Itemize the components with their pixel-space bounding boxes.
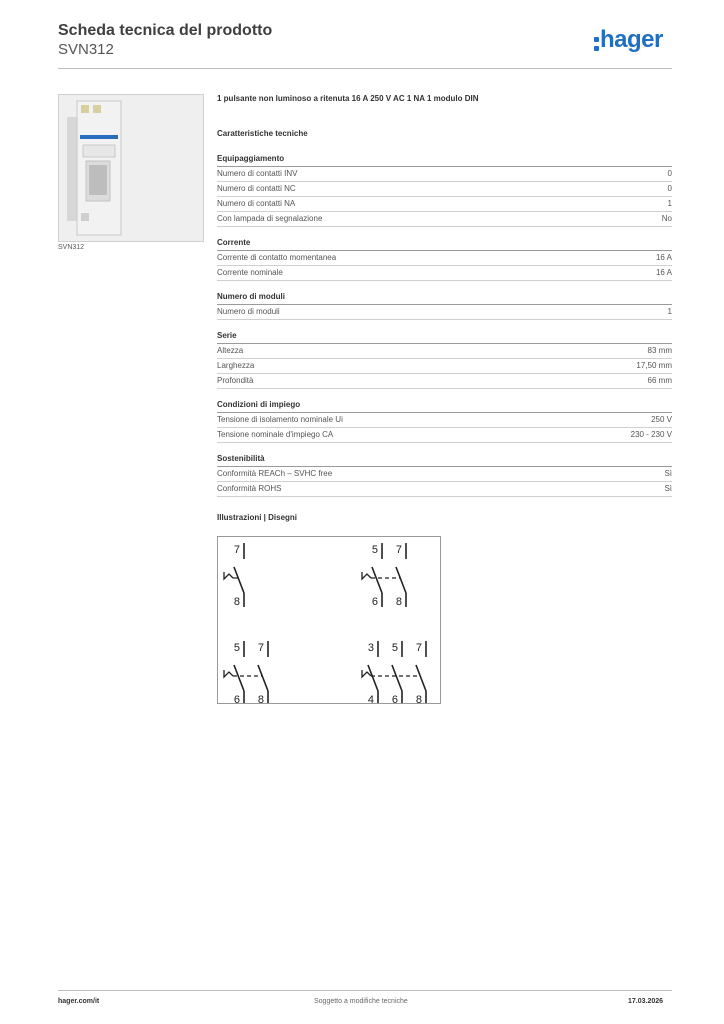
contact-blade <box>234 665 244 691</box>
terminal-label: 6 <box>391 694 398 703</box>
push-actuator-icon <box>224 670 233 677</box>
spec-row <box>217 251 672 266</box>
spec-label: Numero di contatti NA <box>217 199 296 208</box>
spec-value: 230 - 230 V <box>630 430 672 439</box>
contact-blade <box>416 665 426 691</box>
product-image <box>58 94 204 242</box>
product-description: 1 pulsante non luminoso a ritenuta 16 A 250 V AC 1 NA 1 modulo DIN <box>217 94 479 103</box>
spec-section-title: Sostenibilità <box>217 452 672 467</box>
spec-value: Sì <box>664 484 672 493</box>
spec-content <box>217 94 672 522</box>
push-actuator-icon <box>224 572 233 579</box>
terminal-label: 8 <box>257 694 264 703</box>
spec-value: 17,50 mm <box>636 361 672 370</box>
terminal-label: 7 <box>257 642 264 654</box>
spec-section <box>217 452 672 497</box>
terminal-label: 3 <box>367 642 374 654</box>
spec-section-title: Serie <box>217 329 672 344</box>
spec-label: Numero di moduli <box>217 307 280 316</box>
spec-row <box>217 482 672 497</box>
spec-section-title: Corrente <box>217 236 672 251</box>
terminal-label: 5 <box>371 544 378 556</box>
spec-label: Numero di contatti INV <box>217 169 298 178</box>
illustrations-title: Illustrazioni | Disegni <box>217 513 298 522</box>
spec-section <box>217 152 672 227</box>
tech-characteristics-title: Caratteristiche tecniche <box>217 129 308 138</box>
push-actuator-icon <box>362 572 371 579</box>
spec-label: Conformità ROHS <box>217 484 282 493</box>
spec-row <box>217 305 672 320</box>
spec-value: 250 V <box>651 415 672 424</box>
contact-blade <box>392 665 402 691</box>
terminal-label: 8 <box>233 596 240 608</box>
footer-website[interactable]: hager.com/it <box>58 998 100 1005</box>
spec-value: 16 A <box>655 268 672 277</box>
spec-value: No <box>661 214 672 223</box>
spec-section <box>217 290 672 320</box>
spec-value: 0 <box>667 184 672 193</box>
spec-value: 83 mm <box>647 346 672 355</box>
spec-row <box>217 428 672 443</box>
spec-row <box>217 167 672 182</box>
footer-divider <box>58 990 672 991</box>
terminal-label: 5 <box>233 642 240 654</box>
product-image-caption: SVN312 <box>58 244 85 251</box>
spec-section-title: Equipaggiamento <box>217 152 672 167</box>
contact-blade <box>396 567 406 593</box>
terminal-label: 7 <box>233 544 240 556</box>
spec-section-title: Numero di moduli <box>217 290 672 305</box>
spec-label: Altezza <box>217 346 244 355</box>
spec-row <box>217 359 672 374</box>
footer-date: 17.03.2026 <box>628 998 664 1005</box>
spec-value: 1 <box>667 199 672 208</box>
spec-value: 66 mm <box>647 376 672 385</box>
spec-label: Conformità REACh – SVHC free <box>217 469 333 478</box>
spec-value: 16 A <box>655 253 672 262</box>
spec-label: Profondità <box>217 376 254 385</box>
header-divider <box>58 68 672 69</box>
spec-label: Corrente di contatto momentanea <box>217 253 337 262</box>
spec-row <box>217 374 672 389</box>
spec-value: Sì <box>664 469 672 478</box>
spec-section <box>217 398 672 443</box>
spec-label: Larghezza <box>217 361 255 370</box>
terminal-label: 8 <box>415 694 422 703</box>
spec-label: Con lampada di segnalazione <box>217 214 323 223</box>
spec-section <box>217 329 672 389</box>
spec-row <box>217 266 672 281</box>
spec-value: 1 <box>667 307 672 316</box>
contact-blade <box>372 567 382 593</box>
spec-row <box>217 467 672 482</box>
spec-label: Numero di contatti NC <box>217 184 296 193</box>
terminal-label: 4 <box>367 694 374 703</box>
logo-text: hager <box>600 26 663 53</box>
contact-blade <box>258 665 268 691</box>
terminal-label: 7 <box>415 642 422 654</box>
spec-label: Tensione nominale d'impiego CA <box>217 430 334 439</box>
terminal-label: 6 <box>371 596 378 608</box>
spec-label: Corrente nominale <box>217 268 283 277</box>
wiring-diagrams <box>217 536 441 704</box>
terminal-label: 8 <box>395 596 402 608</box>
spec-section <box>217 236 672 281</box>
terminal-label: 7 <box>395 544 402 556</box>
spec-row <box>217 344 672 359</box>
spec-section-title: Condizioni di impiego <box>217 398 672 413</box>
spec-row <box>217 413 672 428</box>
terminal-label: 5 <box>391 642 398 654</box>
spec-value: 0 <box>667 169 672 178</box>
footer-note: Soggetto a modifiche tecniche <box>314 998 408 1005</box>
product-code: SVN312 <box>58 41 114 58</box>
document-title: Scheda tecnica del prodotto <box>58 22 273 39</box>
spec-row <box>217 182 672 197</box>
spec-row <box>217 212 672 227</box>
contact-blade <box>234 567 244 593</box>
terminal-label: 6 <box>233 694 240 703</box>
contact-blade <box>368 665 378 691</box>
spec-label: Tensione di isolamento nominale Ui <box>217 415 343 424</box>
spec-row <box>217 197 672 212</box>
